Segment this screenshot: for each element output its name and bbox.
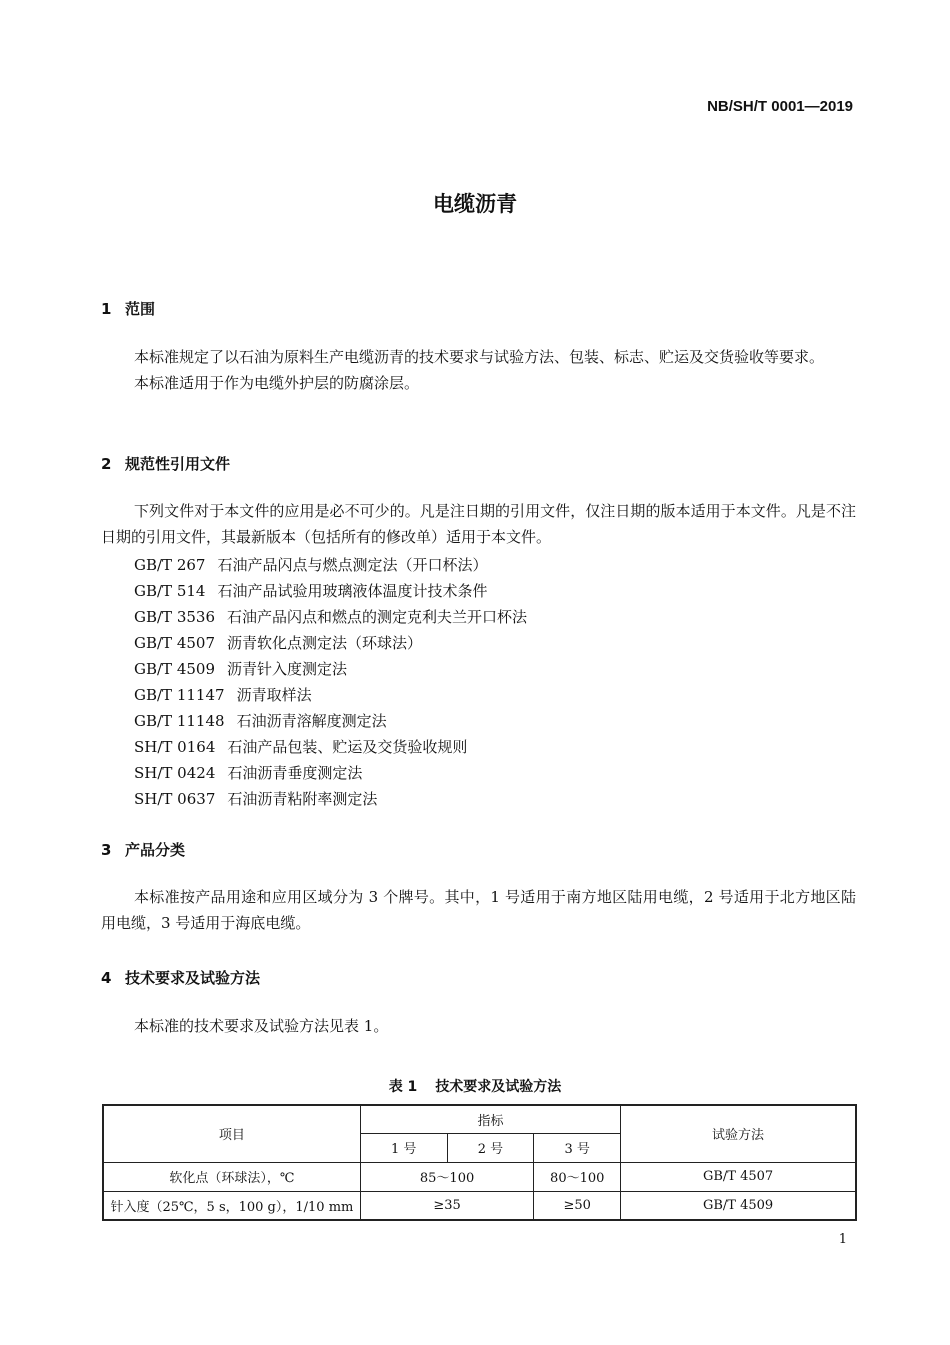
reference-code: SH/T 0637	[134, 790, 216, 808]
reference-code: GB/T 11148	[134, 712, 225, 730]
reference-title: 石油沥青粘附率测定法	[227, 790, 378, 808]
table-cell-grade-1-2: ≥35	[360, 1191, 534, 1220]
reference-title: 石油沥青溶解度测定法	[236, 712, 387, 730]
table-row	[103, 1162, 856, 1191]
reference-title: 沥青软化点测定法（环球法）	[227, 634, 423, 652]
table-caption	[0, 1076, 950, 1096]
reference-code: SH/T 0164	[134, 738, 216, 756]
reference-code: GB/T 4507	[134, 634, 216, 652]
table-caption-number: 表 1	[388, 1079, 418, 1095]
table-cell-method: GB/T 4507	[621, 1162, 856, 1191]
section-1-body	[101, 344, 856, 396]
reference-item	[134, 684, 312, 705]
standard-code: NB/SH/T 0001—2019	[707, 98, 853, 115]
section-1-number: 1	[101, 300, 112, 318]
page-number: 1	[838, 1232, 847, 1247]
reference-title: 石油沥青垂度测定法	[227, 764, 363, 782]
reference-item	[134, 710, 387, 731]
reference-item	[134, 632, 422, 653]
table-cell-grade-3: 80～100	[534, 1162, 621, 1191]
reference-code: GB/T 514	[134, 582, 206, 600]
reference-item	[134, 580, 487, 601]
reference-title: 石油产品试验用玻璃液体温度计技术条件	[217, 582, 488, 600]
table-header-grade-1: 1 号	[360, 1133, 447, 1162]
table-cell-grade-3: ≥50	[534, 1191, 621, 1220]
reference-code: GB/T 3536	[134, 608, 216, 626]
section-3-number: 3	[101, 841, 112, 859]
reference-title: 石油产品闪点和燃点的测定克利夫兰开口杯法	[227, 608, 528, 626]
reference-item	[134, 606, 527, 627]
table-caption-title: 技术要求及试验方法	[435, 1079, 562, 1095]
section-2-body	[101, 498, 856, 550]
reference-item	[134, 658, 347, 679]
reference-item	[134, 788, 377, 809]
section-3-heading	[101, 839, 185, 860]
reference-item	[134, 554, 487, 575]
section-4-heading	[101, 967, 260, 988]
reference-title: 沥青针入度测定法	[227, 660, 348, 678]
table-cell-method: GB/T 4509	[621, 1191, 856, 1220]
section-1-title: 范围	[125, 300, 156, 318]
reference-item	[134, 762, 362, 783]
section-4-paragraph-1: 本标准的技术要求及试验方法见表 1。	[134, 1017, 389, 1035]
section-1-paragraph-1: 本标准规定了以石油为原料生产电缆沥青的技术要求与试验方法、包装、标志、贮运及交货验收等要求。	[134, 348, 825, 366]
section-2-heading	[101, 453, 230, 474]
spec-table	[102, 1104, 857, 1221]
table-cell-item: 针入度（25℃，5 s，100 g），1/10 mm	[103, 1191, 360, 1220]
table-header-item: 项目	[103, 1105, 360, 1162]
reference-code: GB/T 267	[134, 556, 206, 574]
table-header-grade-2: 2 号	[447, 1133, 534, 1162]
reference-title: 沥青取样法	[236, 686, 312, 704]
reference-code: GB/T 4509	[134, 660, 216, 678]
reference-title: 石油产品闪点与燃点测定法（开口杯法）	[217, 556, 488, 574]
section-2-title: 规范性引用文件	[125, 455, 231, 473]
section-1-heading	[101, 298, 155, 319]
section-3-paragraph-1: 本标准按产品用途和应用区域分为 3 个牌号。其中，1 号适用于南方地区陆用电缆，2 号适用于北方地区陆用电缆，3 号适用于海底电缆。	[101, 888, 856, 932]
table-header-grade-3: 3 号	[534, 1133, 621, 1162]
table-cell-grade-1-2: 85～100	[360, 1162, 534, 1191]
table-row	[103, 1191, 856, 1220]
section-2-number: 2	[101, 455, 112, 473]
section-2-paragraph-1: 下列文件对于本文件的应用是必不可少的。凡是注日期的引用文件，仅注日期的版本适用于本文件。凡是不注日期的引用文件，其最新版本（包括所有的修改单）适用于本文件。	[101, 502, 856, 546]
reference-code: SH/T 0424	[134, 764, 216, 782]
reference-item	[134, 736, 467, 757]
section-3-body	[101, 884, 856, 936]
section-3-title: 产品分类	[125, 841, 186, 859]
reference-code: GB/T 11147	[134, 686, 225, 704]
table-cell-item: 软化点（环球法），℃	[103, 1162, 360, 1191]
section-4-body	[101, 1013, 856, 1039]
section-1-paragraph-2: 本标准适用于作为电缆外护层的防腐涂层。	[134, 374, 420, 392]
section-4-number: 4	[101, 969, 112, 987]
table-header-method: 试验方法	[621, 1105, 856, 1162]
section-4-title: 技术要求及试验方法	[125, 969, 261, 987]
document-title: 电缆沥青	[433, 192, 517, 216]
table-header-index: 指标	[360, 1105, 620, 1133]
reference-title: 石油产品包装、贮运及交货验收规则	[227, 738, 468, 756]
